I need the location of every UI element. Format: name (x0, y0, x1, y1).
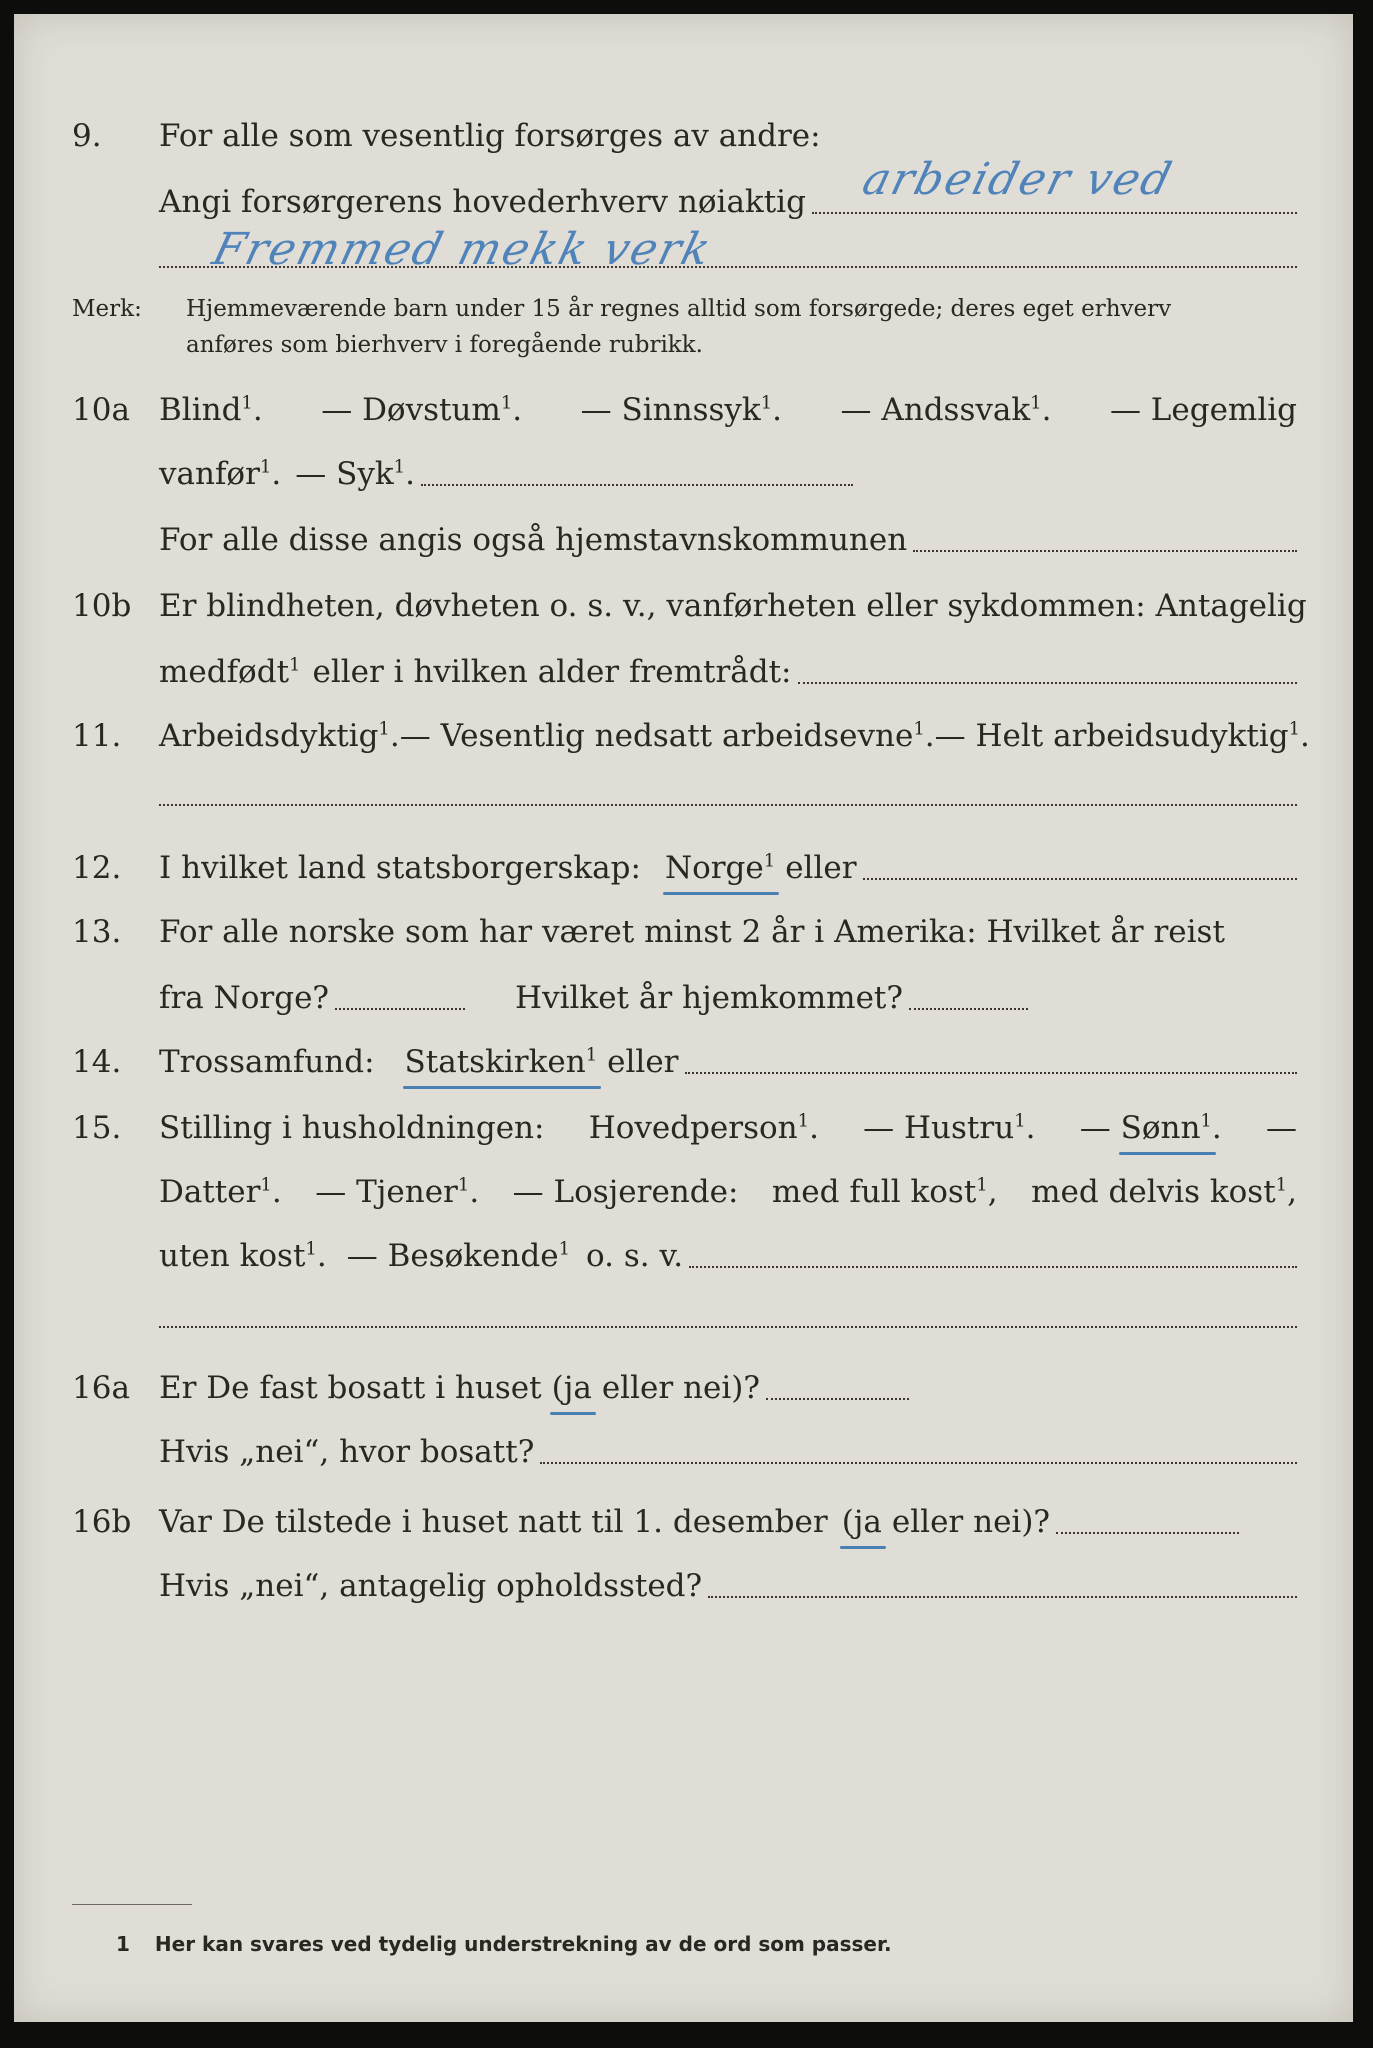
q9-line1 (14, 108, 1353, 158)
q16a-number: 16a (72, 1370, 130, 1406)
q15-dash: — (1265, 1110, 1297, 1146)
q14-eller: eller (607, 1044, 679, 1080)
q14-question: Trossamfund: (159, 1044, 375, 1080)
q13-hjem-field[interactable] (909, 1007, 1028, 1010)
q16b-field[interactable] (1056, 1531, 1239, 1534)
q16b-opphold-label: Hvis „nei“, antagelig opholdssted? (159, 1568, 703, 1604)
q10b-number: 10b (72, 588, 132, 624)
q16a-field[interactable] (766, 1397, 909, 1400)
q16b-opphold-field[interactable] (708, 1595, 1297, 1598)
q13-reist-field[interactable] (335, 1007, 465, 1010)
option-nedsatt[interactable]: — Vesentlig nedsatt arbeidsevne$^1$. (399, 718, 935, 754)
option-hovedperson[interactable]: Hovedperson$^1$. (588, 1110, 819, 1146)
q16b-line1 (14, 1494, 1353, 1544)
syk-field[interactable] (421, 483, 853, 486)
q10a-number: 10a (72, 392, 130, 428)
option-legemlig[interactable]: — Legemlig (1109, 392, 1297, 428)
q12-line (14, 840, 1353, 890)
losjerende-label: — Losjerende: (512, 1174, 739, 1210)
hjemstavn-label: For alle disse angis også hjemstavnskommunen (159, 522, 908, 558)
option-delvis-kost[interactable]: med delvis kost$^1$, (1031, 1174, 1297, 1210)
q16a-line2 (14, 1424, 1353, 1474)
q14-number: 14. (72, 1044, 122, 1080)
q15-line1 (14, 1100, 1353, 1150)
q15-field[interactable] (689, 1265, 1297, 1268)
q11-blank-line[interactable] (159, 804, 1297, 806)
q16a-hvor-label: Hvis „nei“, hvor bosatt? (159, 1434, 535, 1470)
q10b-line2 (14, 644, 1353, 694)
option-vanfor[interactable]: vanfør$^1$. (159, 456, 282, 492)
q15-line3 (14, 1228, 1353, 1278)
option-arbeidsdyktig[interactable]: Arbeidsdyktig$^1$. (159, 718, 400, 754)
q13-question: For alle norske som har været minst 2 år i Amerika: Hvilket år reist (159, 914, 1225, 950)
option-besokende[interactable]: — Besøkende$^1$ (346, 1238, 571, 1274)
q9-number: 9. (72, 118, 102, 154)
footnote-text: Her kan svares ved tydelig understrekning av de ord som passer. (154, 1932, 892, 1956)
option-norge[interactable]: Norge$^1$ (664, 850, 776, 886)
q10b-alder-label: eller i hvilken alder fremtrådt: (312, 654, 792, 690)
q13-number: 13. (72, 914, 122, 950)
q14-line (14, 1034, 1353, 1084)
merk-line1 (186, 296, 1297, 322)
q12-question: I hvilket land statsborgerskap: (159, 850, 641, 886)
q16b-line2 (14, 1558, 1353, 1608)
q16a-line1 (14, 1360, 1353, 1410)
q15-blank-line[interactable] (159, 1326, 1297, 1328)
option-arbeidsudyktig[interactable]: — Helt arbeidsudyktig$^1$. (934, 718, 1310, 754)
q10a-line2 (14, 446, 1353, 496)
merk-line2-text: anføres som bierhverv i foregående rubrikk. (186, 332, 703, 358)
q10b-alder-field[interactable] (798, 681, 1297, 684)
q13-line1 (14, 904, 1353, 954)
hjemstavn-field[interactable] (913, 549, 1297, 552)
q15-osv: o. s. v. (586, 1238, 684, 1274)
q14-field[interactable] (685, 1071, 1298, 1074)
option-full-kost[interactable]: med full kost$^1$, (771, 1174, 998, 1210)
q16a-hvor-field[interactable] (540, 1461, 1297, 1464)
q13-line2 (14, 970, 1353, 1020)
merk-line2 (186, 332, 703, 358)
option-blind[interactable]: Blind$^1$. (159, 392, 263, 428)
q16b-question: Var De tilstede i huset natt til 1. desember (159, 1504, 828, 1540)
census-form-page (14, 14, 1353, 2022)
q16b-nei: eller nei)? (891, 1504, 1051, 1540)
q15-number: 15. (72, 1110, 122, 1146)
q16b-ja[interactable]: (ja (841, 1504, 882, 1540)
q10a-line3 (14, 512, 1353, 562)
q12-number: 12. (72, 850, 122, 886)
q9-question: For alle som vesentlig forsørges av andre: (159, 118, 821, 154)
q15-line2 (14, 1164, 1353, 1214)
q12-field[interactable] (863, 877, 1297, 880)
merk-label: Merk: (72, 296, 142, 322)
q16a-question: Er De fast bosatt i huset (159, 1370, 542, 1406)
option-uten-kost[interactable]: uten kost$^1$. (159, 1238, 327, 1274)
q10b-line1 (14, 578, 1353, 628)
q10a-line1 (14, 382, 1353, 432)
option-sonn[interactable]: — Sønn$^1$. (1079, 1110, 1222, 1146)
q15-question: Stilling i husholdningen: (159, 1110, 545, 1146)
q10b-question: Er blindheten, døvheten o. s. v., vanførheten eller sykdommen: Antagelig (159, 588, 1307, 624)
option-medfodt[interactable]: medfødt$^1$ (159, 654, 301, 690)
q11-line1 (14, 708, 1353, 758)
q11-number: 11. (72, 718, 122, 754)
merk-line1-text: Hjemmeværende barn under 15 år regnes alltid som forsørgede; deres eget erhverv (186, 296, 1172, 322)
q13-reist-label: fra Norge? (159, 980, 330, 1016)
q9-provider-field[interactable] (812, 211, 1297, 214)
footnote (116, 1932, 892, 1956)
footnote-rule (72, 1904, 192, 1905)
q9-provider-label: Angi forsørgerens hovederhverv nøiaktig (159, 184, 806, 220)
option-datter[interactable]: Datter$^1$. (159, 1174, 282, 1210)
option-syk[interactable]: — Syk$^1$. (295, 456, 415, 492)
q13-hjem-label: Hvilket år hjemkommet? (515, 980, 904, 1016)
option-statskirken[interactable]: Statskirken$^1$ (404, 1044, 598, 1080)
option-tjener[interactable]: — Tjener$^1$. (315, 1174, 480, 1210)
q16a-ja[interactable]: (ja (551, 1370, 592, 1406)
option-dovstum[interactable]: — Døvstum$^1$. (321, 392, 523, 428)
option-hustru[interactable]: — Hustru$^1$. (863, 1110, 1036, 1146)
option-andssvak[interactable]: — Andssvak$^1$. (840, 392, 1052, 428)
footnote-mark: 1 (116, 1932, 130, 1956)
q16b-number: 16b (72, 1504, 132, 1540)
option-sinnssyk[interactable]: — Sinnssyk$^1$. (580, 392, 783, 428)
q12-eller: eller (785, 850, 857, 886)
q9-handwriting-2: Fremmed mekk verk (207, 224, 718, 275)
q16a-nei: eller nei)? (601, 1370, 760, 1406)
q9-handwriting-1: arbeider ved (857, 154, 1179, 205)
